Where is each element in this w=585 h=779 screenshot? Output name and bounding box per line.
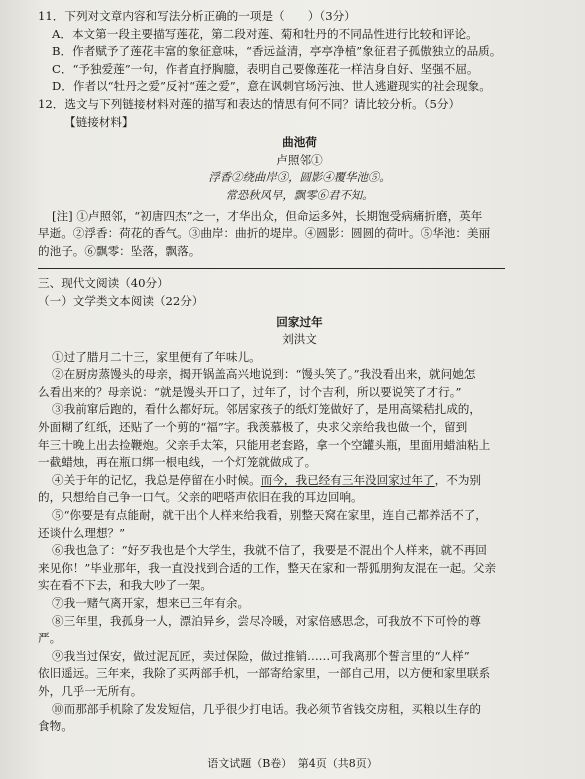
story-paragraph-8-line-2: 严。 bbox=[38, 631, 62, 646]
story-paragraph-4-line-2: 的，只想给自己争一口气。父亲的吧嗒声依旧在我的耳边回响。 bbox=[38, 490, 363, 505]
story-paragraph-3-line-2: 外面糊了红纸，还贴了一个剪的“福”字。我羡慕极了，央求父亲给我也做一个，留到 bbox=[38, 420, 468, 435]
poem-line-2: 常恐秋风早，飘零⑥君不知。 bbox=[225, 187, 374, 202]
page-footer: 语文试题（B卷） 第4页（共8页） bbox=[207, 757, 378, 770]
link-material-label: 【链接材料】 bbox=[64, 114, 134, 129]
q12-stem: 12．选文与下列链接材料对莲的描写和表达的情思有何不同？请比较分析。（5分） bbox=[38, 96, 461, 111]
poem-line-1: 浮香②绕曲岸③，圆影④覆华池⑤。 bbox=[208, 170, 391, 185]
q11-option-d: D．作者以“牡丹之爱”反衬“莲之爱”，意在讽刺官场污浊、世人逃避现实的社会现象。 bbox=[52, 79, 491, 94]
section-3-heading: 三、现代文阅读（40分） bbox=[38, 276, 169, 291]
q11-stem: 11．下列对文章内容和写法分析正确的一项是（ ）（3分） bbox=[38, 9, 356, 23]
story-paragraph-6-line-1: ⑥我也急了：“好歹我也是个大学生，我就不信了，我要是不混出个人样来，就不再回 bbox=[52, 543, 487, 558]
story-paragraph-9-line-1: ⑨我当过保安，做过泥瓦匠，卖过保险，做过推销……可我离那个誓言里的“人样” bbox=[52, 648, 470, 663]
poem-author: 卢照邻① bbox=[276, 152, 323, 167]
poem-note-line-1: [注] ①卢照邻，“初唐四杰”之一，才华出众，但命运多舛，长期饱受病痛折磨，英年 bbox=[52, 208, 483, 223]
q11-option-a: A．本文第一段主要描写莲花，第二段对莲、菊和牡丹的不同品性进行比较和评论。 bbox=[52, 26, 478, 41]
story-paragraph-4-text-a: ④关于年的记忆，我总是停留在小时候。 bbox=[52, 472, 261, 487]
q11-option-c: C．“予独爱莲”一句，作者直抒胸臆，表明自己要像莲花一样洁身自好、坚强不屈。 bbox=[52, 61, 479, 76]
story-paragraph-8-line-1: ⑧三年里，我孤身一人，漂泊异乡，尝尽冷暖，对家倍感思念，可我放不下可怜的尊 bbox=[52, 613, 481, 628]
story-paragraph-5-line-1: ⑤“你要是有点能耐，就干出个人样来给我看，别整天窝在家里，连自己都养活不了， bbox=[52, 508, 487, 523]
story-paragraph-10-line-2: 食物。 bbox=[38, 719, 73, 734]
story-paragraph-4-underlined: 而今，我已经有三年没回家过年了 bbox=[260, 472, 435, 487]
story-paragraph-6-line-3: 实在看不下去，和我大吵了一架。 bbox=[38, 578, 212, 593]
section-3-subheading: （一）文学类文本阅读（22分） bbox=[38, 293, 204, 308]
story-paragraph-3-line-1: ③我前窜后跑的，看什么都好玩。邻居家孩子的纸灯笼做好了，是用高粱秸扎成的， bbox=[52, 402, 481, 417]
poem-note-line-2: 早逝。②浮香：荷花的香气。③曲岸：曲折的堤岸。④圆影：圆圆的荷叶。⑤华池：美丽 bbox=[38, 226, 491, 241]
story-paragraph-7: ⑦我一赌气离开家，想来已三年有余。 bbox=[52, 596, 250, 610]
story-paragraph-4-text-b: ，不为别 bbox=[434, 472, 482, 487]
story-paragraph-9-line-3: 外，几乎一无所有。 bbox=[38, 683, 143, 698]
poem-note-line-3: 的池子。⑥飘零：坠落，飘落。 bbox=[38, 243, 201, 258]
story-paragraph-6-line-2: 来见你！”毕业那年，我一直没找到合适的工作，整天在家和一帮狐朋狗友混在一起。父亲 bbox=[38, 560, 497, 575]
story-paragraph-3-line-3: 年三十晚上出去捡鞭炮。父亲手太笨，只能用老套路，拿一个空罐头瓶，里面用蜡油粘上 bbox=[38, 437, 491, 452]
story-paragraph-9-line-2: 依旧遥远。三年来，我除了买两部手机，一部寄给家里，一部自己用，以方便和家里联系 bbox=[38, 666, 491, 681]
story-paragraph-2-line-1: ②在厨房蒸馒头的母亲，揭开锅盖高兴地说到：“馒头笑了。”我没看出来，就问她怎 bbox=[52, 367, 476, 382]
story-author: 刘洪文 bbox=[282, 332, 317, 347]
story-paragraph-2-line-2: 么看出来的？母亲说：“就是馒头开口了，过年了，讨个吉利，所以要说笑了才行。” bbox=[38, 384, 462, 399]
story-paragraph-3-line-4: 一截蜡烛，再在瓶口绑一根电线，一个灯笼就做成了。 bbox=[38, 455, 317, 470]
story-paragraph-5-line-2: 还谈什么理想？” bbox=[38, 525, 126, 540]
section-divider bbox=[38, 268, 505, 269]
q11-option-b: B．作者赋予了莲花丰富的象征意味，“香远益清，亭亭净植”象征君子孤傲独立的品质。 bbox=[52, 44, 502, 59]
story-paragraph-1: ①过了腊月二十三，家里便有了年味儿。 bbox=[52, 349, 261, 364]
story-paragraph-4-line-1 bbox=[38, 472, 561, 490]
story-paragraph-10-line-1: ⑩而那部手机除了发发短信，几乎很少打电话。我必须节省钱交房租，买粮以生存的 bbox=[52, 701, 481, 716]
poem-title: 曲池荷 bbox=[282, 135, 317, 150]
story-title: 回家过年 bbox=[276, 314, 323, 329]
